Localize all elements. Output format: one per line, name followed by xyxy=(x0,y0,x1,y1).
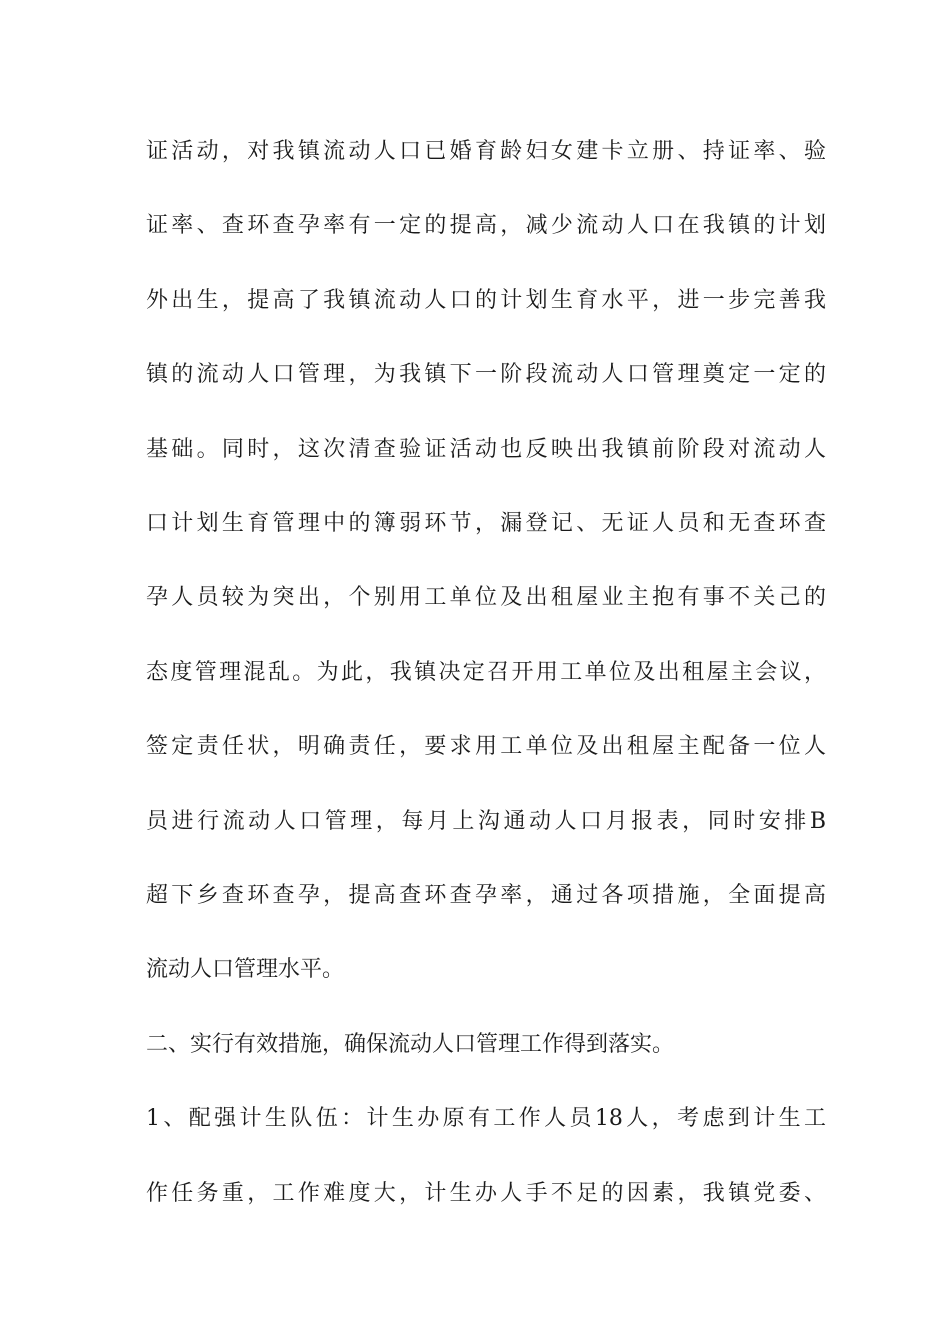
text-line-10: 员进行流动人口管理，每月上沟通动人口月报表，同时安排B xyxy=(146,809,826,834)
text-line-11: 超下乡查环查孕，提高查环查孕率，通过各项措施，全面提高 xyxy=(146,883,826,908)
text-line-14: 1、配强计生队伍：计生办原有工作人员18人，考虑到计生工 xyxy=(146,1106,826,1131)
text-line-8: 态度管理混乱。为此，我镇决定召开用工单位及出租屋主会议， xyxy=(146,660,826,685)
text-line-3: 外出生，提高了我镇流动人口的计划生育水平，进一步完善我 xyxy=(146,288,826,313)
text-line-6: 口计划生育管理中的簿弱环节，漏登记、无证人员和无查环查 xyxy=(146,511,826,536)
text-line-12: 流动人口管理水平。 xyxy=(146,957,345,982)
text-line-1: 证活动，对我镇流动人口已婚育龄妇女建卡立册、持证率、验 xyxy=(146,139,826,164)
text-line-7: 孕人员较为突出，个别用工单位及出租屋业主抱有事不关己的 xyxy=(146,585,826,610)
text-line-2: 证率、查环查孕率有一定的提高，减少流动人口在我镇的计划 xyxy=(146,213,826,238)
text-line-5: 基础。同时，这次清查验证活动也反映出我镇前阶段对流动人 xyxy=(146,437,826,462)
text-line-9: 签定责任状，明确责任，要求用工单位及出租屋主配备一位人 xyxy=(146,734,826,759)
text-line-15: 作任务重，工作难度大，计生办人手不足的因素，我镇党委、 xyxy=(146,1181,826,1206)
text-line-4: 镇的流动人口管理，为我镇下一阶段流动人口管理奠定一定的 xyxy=(146,362,826,387)
section-heading: 二、实行有效措施，确保流动人口管理工作得到落实。 xyxy=(146,1032,675,1057)
